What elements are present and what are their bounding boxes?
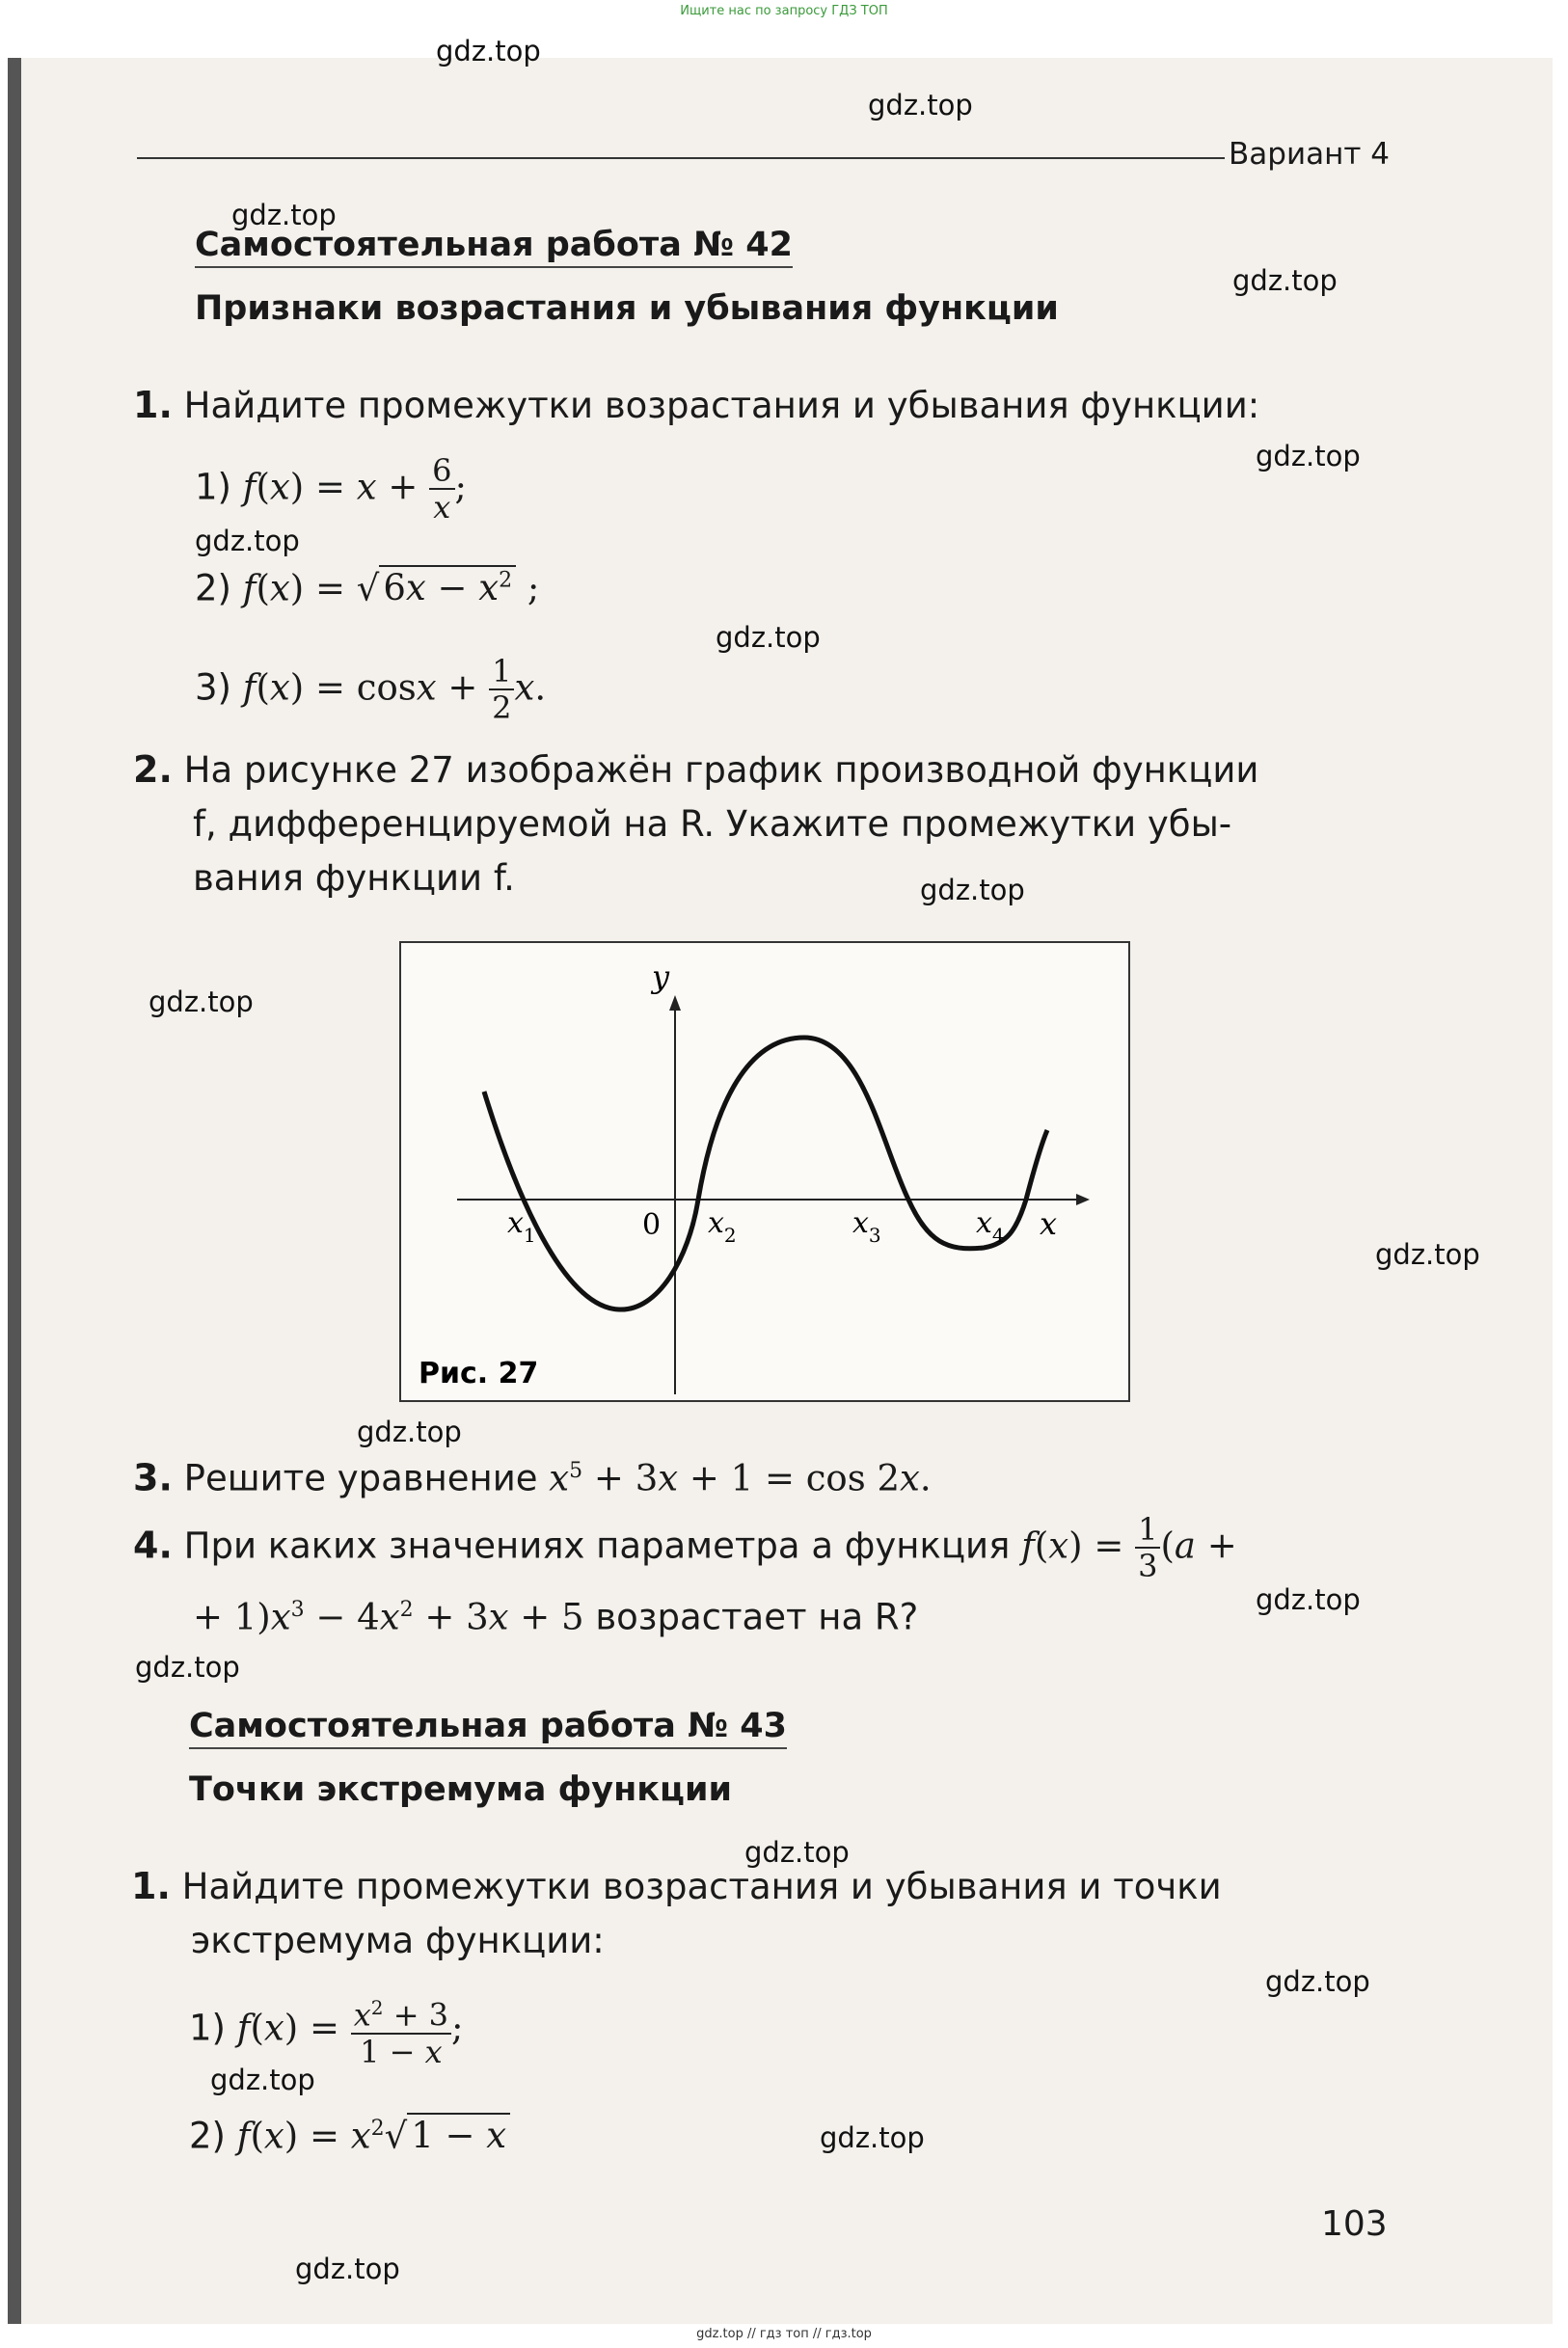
task1-item3: 3) f(x) = cosx + $\frac{1}{2}$ x. — [195, 653, 547, 726]
top-banner: Ищите нас по запросу ГДЗ ТОП — [680, 4, 888, 18]
s43-task1: 1. Найдите промежутки возрастания и убывания и точки экстремума функции: — [131, 1865, 1222, 1961]
watermark: gdz.top — [716, 621, 821, 654]
bottom-banner: gdz.top // гдз топ // гдз.top — [696, 2327, 872, 2341]
tick-origin: 0 — [642, 1208, 662, 1242]
task3: 3. Решите уравнение $x^5 + 3x + 1 = \cos 2x$. — [133, 1456, 932, 1499]
watermark: gdz.top — [195, 525, 300, 557]
watermark: gdz.top — [436, 35, 541, 67]
watermark: gdz.top — [357, 1416, 462, 1448]
section42-subtitle: Признаки возрастания и убывания функции — [195, 289, 1059, 328]
task1: 1. Найдите промежутки возрастания и убывания функции: — [133, 384, 1260, 426]
y-axis-label: y — [652, 958, 670, 995]
watermark: gdz.top — [744, 1836, 850, 1869]
section42-title: Самостоятельная работа № 42 — [195, 226, 793, 268]
task4: 4. При каких значениях параметра a функция f(x) = $\frac{1}{3}$ (a + + $1)x^3 - 4x^2 + 3x + 5$ возрастает на R? — [133, 1511, 1237, 1638]
figure-caption: Рис. 27 — [419, 1357, 539, 1390]
watermark: gdz.top — [1256, 1583, 1361, 1616]
watermark: gdz.top — [210, 2064, 315, 2096]
header-rule — [137, 157, 1225, 159]
variant-label: Вариант 4 — [1229, 137, 1390, 172]
watermark: gdz.top — [920, 874, 1025, 906]
derivative-graph-figure — [399, 941, 1130, 1402]
tick-x3: $x_3$ — [852, 1206, 881, 1247]
tick-x2: $x_2$ — [708, 1206, 737, 1247]
tick-x4: $x_4$ — [976, 1206, 1005, 1247]
s43-task1-item2: 2) $f(x) = x^2√$ 1 − x — [189, 2102, 510, 2163]
s43-task1-item1: 1) f(x) = $\frac{x^2 + 3}{1 - x}$ ; — [189, 1990, 464, 2069]
section43-subtitle: Точки экстремума функции — [189, 1770, 733, 1809]
watermark: gdz.top — [1375, 1238, 1480, 1271]
watermark: gdz.top — [868, 89, 973, 121]
tick-x1: $x_1$ — [507, 1206, 536, 1247]
watermark: gdz.top — [820, 2121, 925, 2154]
section43-title: Самостоятельная работа № 43 — [189, 1707, 787, 1749]
task2: 2. На рисунке 27 изображён график производной функции f, дифференцируемой на R. Укажите промежутки убы- вания функции f. — [133, 748, 1259, 899]
task1-item2: 2) f(x) = √ $6x - x^2$ ; — [195, 567, 540, 609]
watermark: gdz.top — [295, 2253, 400, 2285]
watermark: gdz.top — [135, 1651, 240, 1684]
page-number: 103 — [1321, 2204, 1388, 2244]
watermark: gdz.top — [1256, 440, 1361, 472]
task1-item1: 1) f(x) = x + $\frac{6}{x}$ ; — [195, 452, 467, 526]
watermark: gdz.top — [1232, 264, 1338, 297]
x-axis-label: x — [1040, 1205, 1058, 1242]
watermark: gdz.top — [149, 985, 254, 1018]
watermark: gdz.top — [231, 199, 337, 231]
watermark: gdz.top — [1265, 1965, 1370, 1998]
